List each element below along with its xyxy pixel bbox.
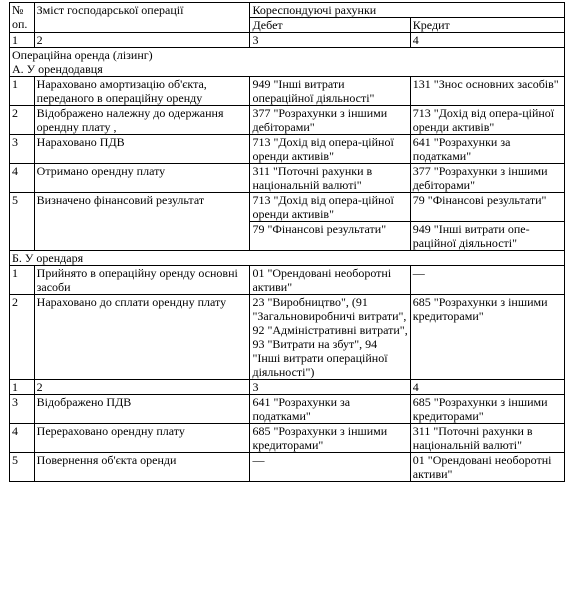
row-debit: 79 "Фінансові результати" [250, 222, 410, 251]
section-a-title: А. У орендодавця [12, 62, 103, 76]
column-number-row [10, 33, 565, 48]
column-number: 1 [10, 380, 35, 395]
table-row [10, 424, 565, 453]
row-debit: 23 "Виробництво", (91 "Загальновиробничі витрати", 92 "Адміністративні витрати", 93 "Витрати на збут", 94 "Інші витрати операційної діяльності") [250, 295, 410, 380]
table-row [10, 106, 565, 135]
row-no: 5 [10, 453, 35, 482]
row-credit: 01 "Орендовані необоротні активи" [410, 453, 564, 482]
row-no: 2 [10, 295, 35, 380]
row-credit: 311 "Поточні рахунки в національній валюті" [410, 424, 564, 453]
column-number: 3 [250, 33, 410, 48]
row-credit: 79 "Фінансові результати" [410, 193, 564, 222]
accounting-table [9, 2, 565, 482]
column-number: 2 [34, 33, 250, 48]
row-credit: — [410, 266, 564, 295]
header-no: № оп. [10, 3, 35, 33]
row-debit: 713 "Дохід від опера-ційної оренди активів" [250, 193, 410, 222]
row-credit: 713 "Дохід від опера-ційної оренди активів" [410, 106, 564, 135]
column-number: 3 [250, 380, 410, 395]
row-credit: 377 "Розрахунки з іншими дебіторами" [410, 164, 564, 193]
row-debit: 641 "Розрахунки за податками" [250, 395, 410, 424]
row-debit: 377 "Розрахунки з іншими дебіторами" [250, 106, 410, 135]
row-no: 3 [10, 135, 35, 164]
lease-title-text: Операційна оренда (лізинг) [12, 48, 153, 62]
table-row [10, 453, 565, 482]
table-body [10, 3, 565, 482]
row-no: 1 [10, 266, 35, 295]
row-debit: — [250, 453, 410, 482]
column-number: 4 [410, 33, 564, 48]
lease-title [10, 48, 565, 77]
header-credit: Кредит [410, 18, 564, 33]
table-row [10, 395, 565, 424]
row-credit: 641 "Розрахунки за податками" [410, 135, 564, 164]
row-operation: Повернення об'єкта оренди [34, 453, 250, 482]
header-accounts: Кореспондуючі рахунки [250, 3, 565, 18]
row-credit: 949 "Інші витрати опе-раційної діяльності" [410, 222, 564, 251]
row-operation: Нараховано до сплати орендну плату [34, 295, 250, 380]
column-number: 2 [34, 380, 250, 395]
header-row [10, 3, 565, 18]
row-no: 4 [10, 424, 35, 453]
row-operation: Визначено фінансовий результат [34, 193, 250, 251]
table-row [10, 295, 565, 380]
row-operation: Відображено ПДВ [34, 395, 250, 424]
header-content: Зміст господарської операції [34, 3, 250, 33]
row-operation: Перераховано орендну плату [34, 424, 250, 453]
row-no: 3 [10, 395, 35, 424]
section-row [10, 48, 565, 77]
column-number-row [10, 380, 565, 395]
row-credit: 685 "Розрахунки з іншими кредиторами" [410, 395, 564, 424]
row-no: 5 [10, 193, 35, 251]
table-row [10, 77, 565, 106]
row-no: 4 [10, 164, 35, 193]
section-b-title: Б. У орендаря [10, 251, 565, 266]
row-debit: 685 "Розрахунки з іншими кредиторами" [250, 424, 410, 453]
header-debit: Дебет [250, 18, 410, 33]
column-number: 1 [10, 33, 35, 48]
column-number: 4 [410, 380, 564, 395]
section-row [10, 251, 565, 266]
table-row [10, 164, 565, 193]
table-row [10, 193, 565, 222]
row-debit: 01 "Орендовані необоротні активи" [250, 266, 410, 295]
row-debit: 311 "Поточні рахунки в національній валюті" [250, 164, 410, 193]
row-debit: 949 "Інші витрати операційної діяльності" [250, 77, 410, 106]
table-row [10, 135, 565, 164]
row-no: 2 [10, 106, 35, 135]
table-row [10, 266, 565, 295]
row-operation: Прийнято в операційну оренду основні засоби [34, 266, 250, 295]
row-no: 1 [10, 77, 35, 106]
row-credit: 131 "Знос основних засобів" [410, 77, 564, 106]
row-debit: 713 "Дохід від опера-ційної оренди активів" [250, 135, 410, 164]
row-operation: Нараховано амортизацію об'єкта, переданого в операційну оренду [34, 77, 250, 106]
row-operation: Нараховано ПДВ [34, 135, 250, 164]
row-operation: Відображено належну до одержання орендну плату , [34, 106, 250, 135]
row-operation: Отримано орендну плату [34, 164, 250, 193]
row-credit: 685 "Розрахунки з іншими кредиторами" [410, 295, 564, 380]
